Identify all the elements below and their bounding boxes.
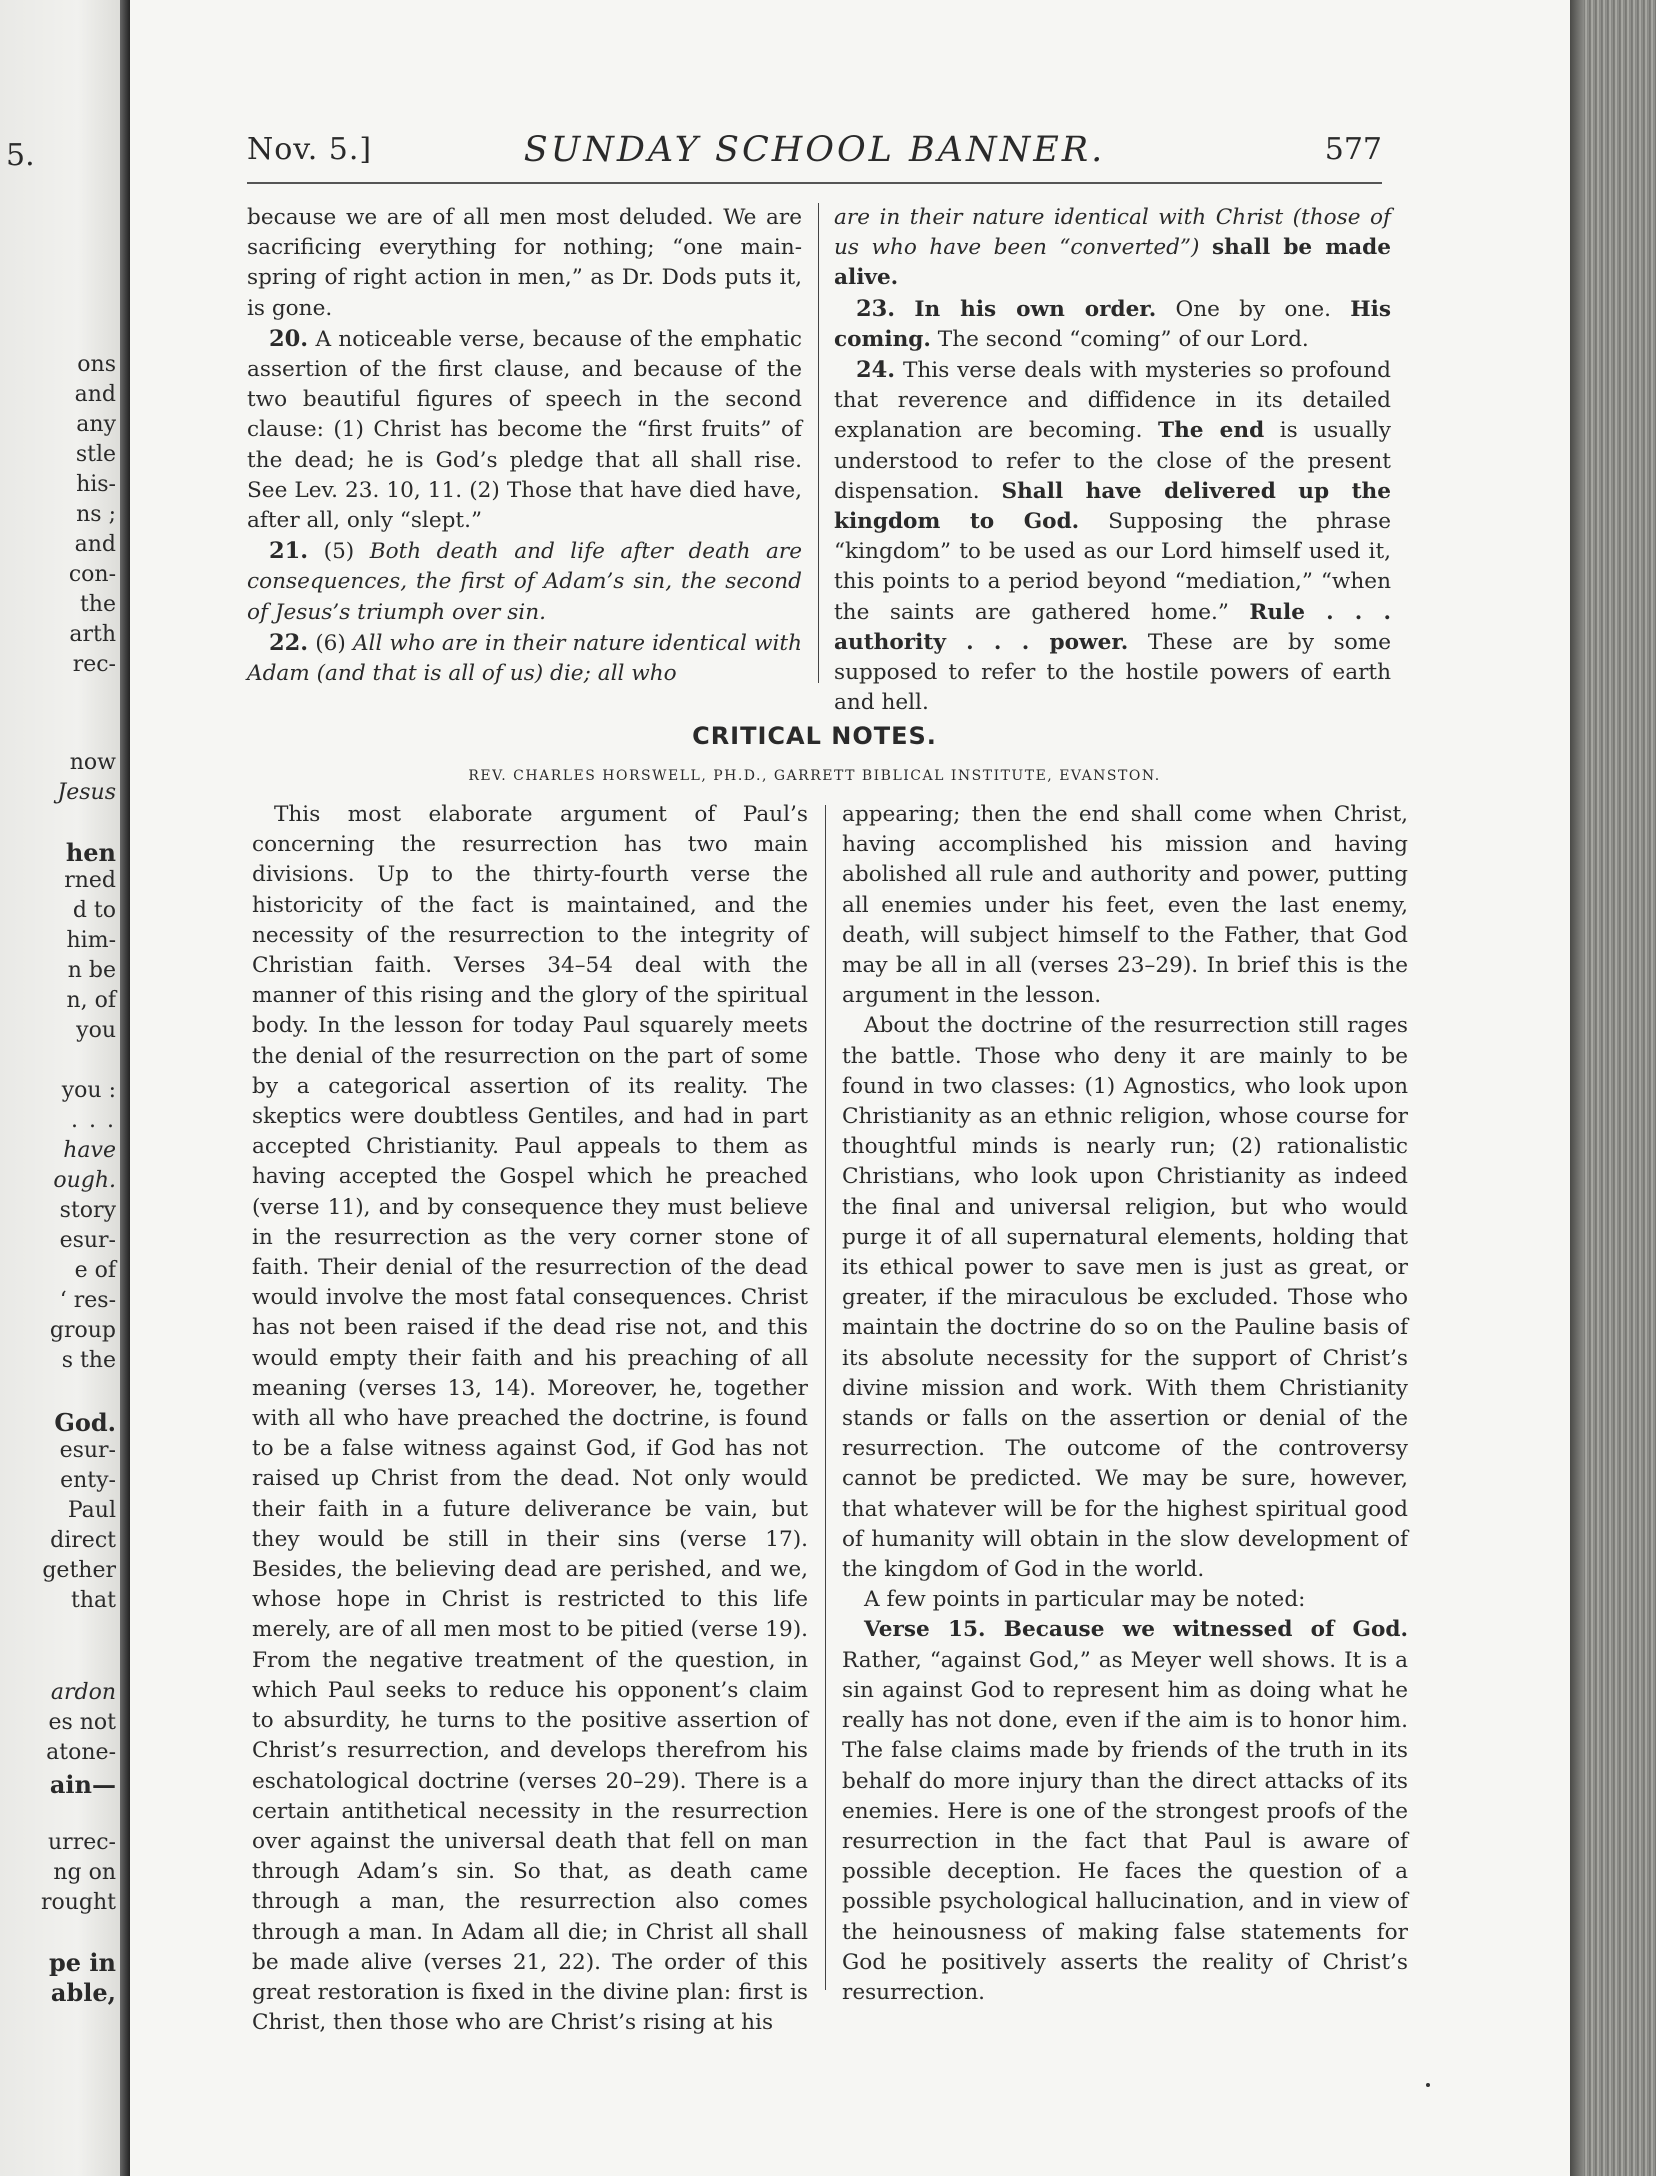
verse-phrase: His coming. (834, 296, 1391, 352)
facing-page-fragment: his- (76, 472, 116, 497)
facing-page-fragment: rec- (72, 652, 116, 677)
facing-page-fragment: esur- (59, 1438, 116, 1463)
section-title: CRITICAL NOTES. (692, 722, 937, 750)
facing-page-fragment: ardon (50, 1680, 116, 1705)
notes-top-left-column (247, 203, 802, 689)
facing-page-fragment: ng on (53, 1860, 116, 1885)
verse-note-prefix: (6) (315, 630, 346, 656)
facing-page-fragment: direct (50, 1528, 116, 1553)
facing-page-fragment: stle (75, 442, 116, 467)
scan-speck (1426, 2083, 1430, 2087)
facing-page-fragment: atone- (46, 1740, 116, 1765)
verse-24-note (834, 355, 1391, 718)
facing-page-fragment: him- (66, 928, 116, 953)
facing-page-fragment: hen (65, 838, 116, 867)
facing-page-fragment: con- (68, 562, 116, 587)
verse-20-note (247, 324, 802, 536)
book-page-edges (1570, 0, 1656, 2176)
verse-23-note (834, 294, 1391, 355)
verse-15-note (842, 1615, 1408, 2008)
facing-page-fragment: and (74, 382, 116, 407)
column-divider (825, 805, 826, 1990)
page-gutter (120, 0, 130, 2176)
facing-page-fragment: you (76, 1018, 116, 1043)
verse-note-text: Rather, “against God,” as Meyer well shows. It is a sin against God to represent him as doing what he really has not done, even if the aim is to honor him. The false claims made by friends of the truth in its behalf do more injury than the direct attacks of its enemies. Here is one of the strongest proofs of the resurrection in the fact that Paul is aware of possible deception. He faces the question of a possible psychological hallucination, and in view of the heinousness of making false statements for God he positively asserts the reality of Christ’s resurrection. (842, 1647, 1408, 2005)
critical-notes-left-column (252, 800, 808, 2038)
running-header (247, 132, 1382, 176)
facing-page-fragment: God. (54, 1408, 116, 1437)
facing-page-fragment: ons (77, 352, 116, 377)
facing-page-fragment: the (79, 592, 116, 617)
verse-number: 24. (856, 357, 896, 384)
facing-page-fragment: gether (42, 1558, 116, 1583)
verse-21-note (247, 536, 802, 628)
verse-note-text: This verse deals with mysteries so profound that reverence and diffidence in its detailed explanation are becoming. (834, 358, 1391, 444)
facing-page-fragment: n be (67, 958, 116, 983)
facing-page-edge (0, 0, 130, 2176)
header-date: Nov. 5.] (247, 132, 373, 167)
facing-page-fragment: now (69, 750, 116, 775)
verse-note-text: One by one. (1175, 296, 1331, 322)
facing-page-number: 5. (6, 138, 35, 173)
facing-page-fragment: d to (72, 898, 116, 923)
continued-paragraph (834, 203, 1391, 294)
notes-top-right-column (834, 203, 1391, 718)
facing-page-fragment: story (59, 1198, 116, 1223)
verse-22-note (247, 628, 802, 689)
verse-phrase: Verse 15. Because we witnessed of God. (864, 1617, 1408, 1643)
body-paragraph: About the doctrine of the resurrection still rages the battle. Those who deny it are mainly to be found in two classes: (1) Agnostics, who look upon Christianity as an ethnic religion, whose course for thoughtful minds is nearly run; (2) rationalistic Christians, who look upon Christianity as indeed the final and universal religion, but who would purge it of all supernatural elements, holding that its ethical power to save men is just as great, or greater, if the miraculous be excluded. Those who maintain the doctrine do so on the Pauline basis of its absolute necessity for the support of Christ’s divine mission and work. With them Christianity stands or falls on the assertion or denial of the resurrection. The outcome of the controversy cannot be predicted. We may be sure, however, that whatever will be for the highest spiritual good of humanity will obtain in the slow development of the kingdom of God in the world. (842, 1013, 1408, 1583)
facing-page-fragment: es not (48, 1710, 116, 1735)
section-byline: REV. CHARLES HORSWELL, PH.D., GARRETT BIBLICAL INSTITUTE, EVANSTON. (468, 768, 1161, 784)
facing-page-fragment: ain— (49, 1770, 116, 1799)
facing-page-fragment: any (76, 412, 116, 437)
facing-page-fragment: Jesus (57, 780, 116, 805)
verse-note-text: The second “coming” of our Lord. (937, 326, 1309, 352)
header-title: SUNDAY SCHOOL BANNER. (523, 130, 1106, 170)
facing-page-fragment: arth (69, 622, 116, 647)
verse-phrase: Shall have delivered up the kingdom to God. (834, 478, 1391, 535)
facing-page-fragment: e of (74, 1258, 116, 1283)
facing-page-fragment: and (74, 532, 116, 557)
verse-phrase: The end (1158, 418, 1265, 444)
facing-page-fragment: able, (50, 1978, 116, 2007)
facing-page-fragment: Paul (67, 1498, 116, 1523)
facing-page-fragment: ‘ res- (59, 1288, 116, 1313)
facing-page-fragment: n, of (66, 988, 116, 1013)
verse-phrase: Rule . . . authority . . . power. (834, 599, 1391, 655)
verse-number: 21. (269, 538, 309, 565)
header-page-number: 577 (1324, 132, 1382, 167)
body-paragraph: appearing; then the end shall come when Christ, having accomplished his mission and having abolished all rule and authority and power, putting all enemies under his feet, even the last enemy, death, will subject himself to the Father, that God may be all in all (verses 23–29). In brief this is the argument in the lesson. (842, 802, 1408, 1009)
body-paragraph: This most elaborate argument of Paul’s concerning the resurrection has two main divisions. Up to the thirty-fourth verse the historicity of the fact is maintained, and the necessity of the resurrection to the integrity of Christian faith. Verses 34–54 deal with the manner of this rising and the glory of the spiritual body. In the lesson for today Paul squarely meets the denial of the resurrection on the part of some by a categorical assertion of its reality. The skeptics were doubtless Gentiles, and had in part accepted Christianity. Paul appeals to them as having accepted the Gospel which he preached (verse 11), and by consequence they must believe in the resurrection as the very corner stone of faith. Their denial of the resurrection of the dead would involve the most fatal consequences. Christ has not been raised if the dead rise not, and this would empty their faith and his preaching of all meaning (verses 13, 14). Moreover, he, together with all who have preached the doctrine, is found to be a false witness against God, if God has not raised up Christ from the dead. Not only would their faith in a future deliverance be vain, but they would be still in their sins (verse 17). Besides, the believing dead are perished, and we, whose hope in Christ is restricted to this life merely, are of all men most to be pitied (verse 19). From the negative treatment of the question, in which Paul seeks to reduce his opponent’s claim to absurdity, he turns to the positive assertion of Christ’s resurrection, and develops therefrom his eschatological doctrine (verses 20–29). There is a certain antithetical necessity in the resurrection over against the universal death that fell on man through Adam’s sin. So that, as death came through a man, the resurrection also comes through a man. In Adam all die; in Christ all shall be made alive (verses 21, 22). The order of this great restoration is fixed in the divine plan: first is Christ, then those who are Christ’s rising at his (252, 802, 808, 2036)
facing-page-fragment: have (63, 1138, 116, 1163)
facing-page-fragment: pe in (49, 1948, 116, 1977)
verse-number: 22. (269, 629, 309, 656)
facing-page-fragment: ns ; (76, 502, 116, 527)
verse-note-text: All who are in their nature identical with Adam (and that is all of us) die; all who (247, 630, 802, 687)
verse-note-text: is usually understood to refer to the close of the present dispensation. (834, 418, 1392, 504)
verse-note-text: Supposing the phrase “kingdom” to be used as our Lord himself used it, this points to a period beyond “mediation,” “when the saints are gathered home.” (834, 509, 1392, 625)
verse-number: 23. (856, 295, 896, 322)
facing-page-fragment: urrec- (48, 1830, 116, 1855)
body-paragraph: A few points in particular may be noted: (864, 1587, 1306, 1613)
verse-note-text: Both death and life after death are consequences, the first of Adam’s sin, the second of Jesus’s triumph over sin. (247, 539, 802, 625)
facing-page-fragment: esur- (59, 1228, 116, 1253)
facing-page-fragment: . . . (71, 1108, 116, 1133)
verse-note-prefix: (5) (323, 539, 355, 565)
header-rule (247, 182, 1382, 184)
facing-page-fragment: that (71, 1588, 116, 1613)
critical-notes-right-column (842, 800, 1408, 2008)
facing-page-fragment: group (49, 1318, 116, 1343)
verse-phrase: In his own order. (914, 296, 1157, 322)
continued-paragraph: because we are of all men most deluded. We are sacrificing everything for nothing; “one main-spring of right action in men,” as Dr. Dods puts it, is gone. (247, 205, 802, 321)
facing-page-fragment: you : (61, 1078, 116, 1103)
verse-phrase: shall be made alive. (834, 235, 1391, 291)
verse-note-text: are in their nature identical with Christ (those of us who have been “converted”) (834, 205, 1391, 261)
verse-number: 20. (269, 325, 309, 352)
verse-note-text: A noticeable verse, because of the emphatic assertion of the first clause, and because of the two beautiful figures of speech in the second clause: (1) Christ has become the “first fruits” of the dead; he is God’s pledge that all shall rise. See Lev. 23. 10, 11. (2) Those that have died have, after all, only “slept.” (247, 326, 802, 534)
facing-page-fragment: rought (40, 1890, 116, 1915)
facing-page-fragment: rned (64, 868, 116, 893)
facing-page-fragment: ough. (53, 1168, 116, 1193)
verse-note-text: These are by some supposed to refer to the hostile powers of earth and hell. (834, 629, 1391, 716)
facing-page-fragment: enty- (60, 1468, 116, 1493)
column-divider (818, 203, 819, 683)
facing-page-fragment: s the (61, 1348, 116, 1373)
